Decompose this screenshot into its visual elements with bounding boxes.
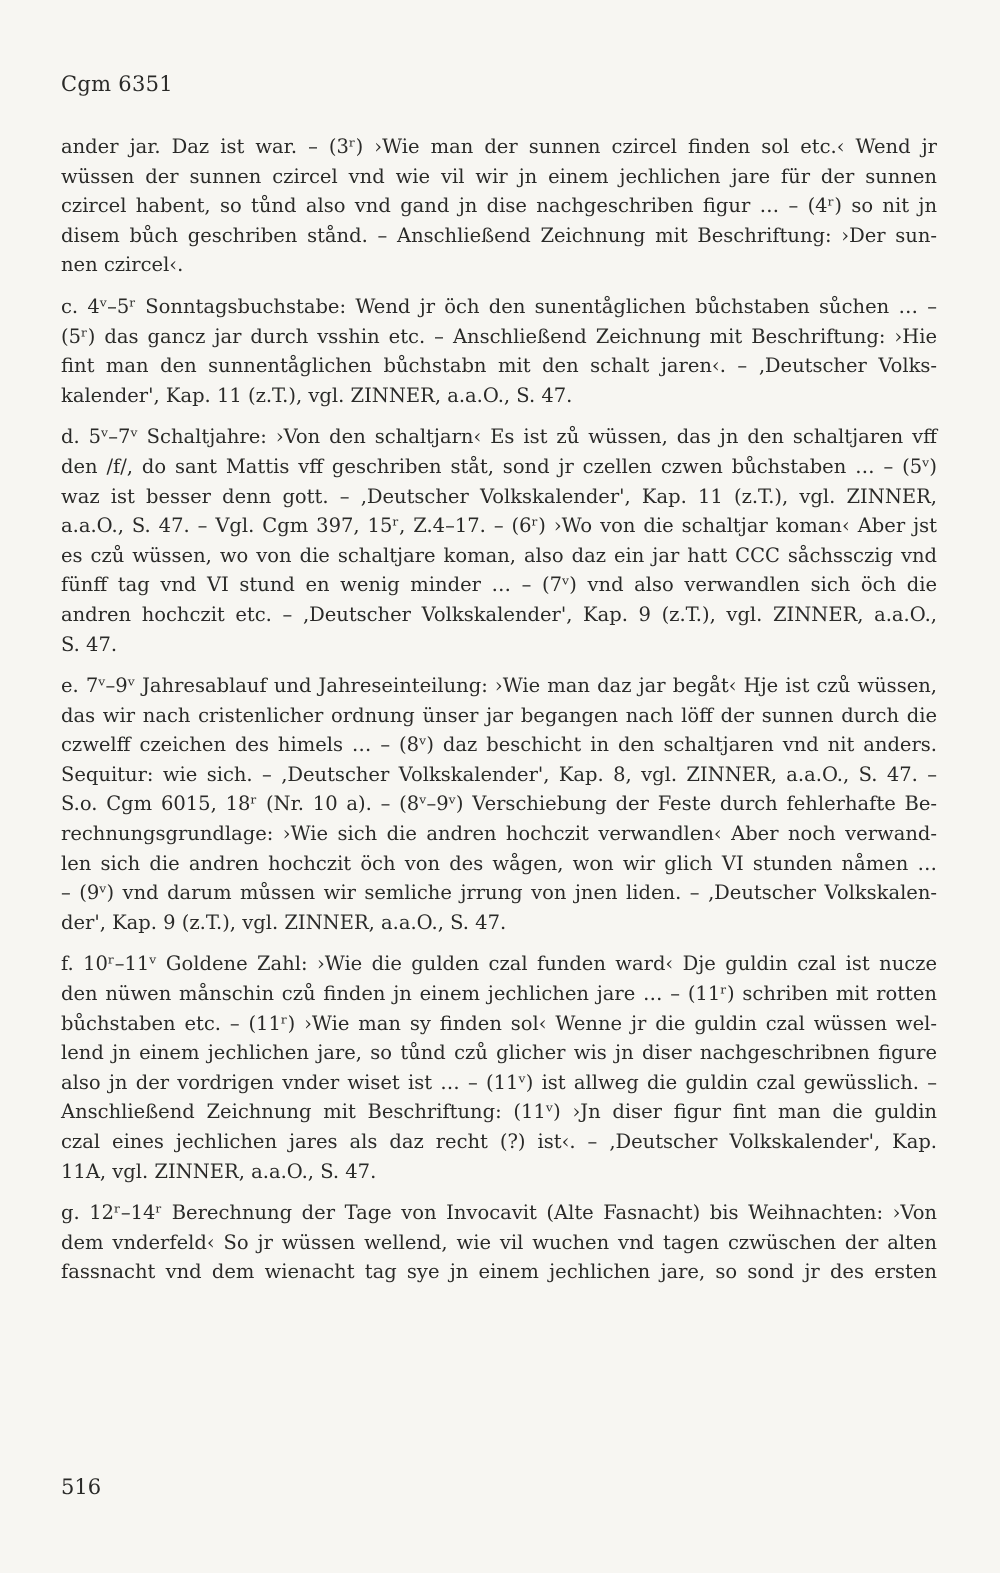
text-line: S. 47. — [61, 632, 118, 656]
text-line: wüssen der sunnen czircel vnd wie vil wir jn einem jechlichen jare für der sunnen — [61, 164, 937, 188]
text-line: len sich die andren hochczit öch von des wågen, won wir glich VI stunden nåmen … — [61, 851, 937, 875]
text-line: f. 10ʳ–11ᵛ Goldene Zahl: ›Wie die gulden czal funden ward‹ Dje guldin czal ist nucze — [61, 952, 937, 976]
text-line: (5ʳ) das gancz jar durch vsshin etc. – Anschließend Zeichnung mit Beschriftung: ›Hie — [61, 324, 937, 348]
text-line: das wir nach cristenlicher ordnung ünser jar begangen nach löff der sunnen durch die — [61, 703, 937, 727]
text-line: also jn der vordrigen vnder wiset ist … – (11ᵛ) ist allweg die guldin czal gewüsslich. – — [61, 1070, 937, 1094]
text-line: czal eines jechlichen jares als daz recht (?) ist‹. – ‚Deutscher Volkskalender', Kap. — [61, 1130, 937, 1153]
text-line: Anschließend Zeichnung mit Beschriftung: (11ᵛ) ›Jn diser figur fint man die guldin — [61, 1100, 937, 1124]
page-number: 516 — [61, 1475, 102, 1499]
text-line: Sequitur: wie sich. – ‚Deutscher Volkskalender', Kap. 8, vgl. ZINNER, a.a.O., S. 47. – — [61, 762, 937, 786]
text-line: d. 5ᵛ–7ᵛ Schaltjahre: ›Von den schaltjarn‹ Es ist zů wüssen, das jn den schaltjaren vff — [61, 425, 937, 449]
text-line: fassnacht vnd dem wienacht tag sye jn einem jechlichen jare, so sond jr des ersten — [61, 1260, 937, 1284]
entry-paragraph — [61, 1198, 937, 1287]
text-line: – (9ᵛ) vnd darum můssen wir semliche jrrung von jnen liden. – ‚Deutscher Volkskalen- — [61, 881, 937, 905]
entry-paragraph — [61, 422, 937, 659]
text-line: c. 4ᵛ–5ʳ Sonntagsbuchstabe: Wend jr öch den sunentåglichen bůchstaben sůchen … – — [61, 294, 937, 318]
text-line: g. 12ʳ–14ʳ Berechnung der Tage von Invocavit (Alte Fasnacht) bis Weihnachten: ›Von — [61, 1201, 937, 1225]
entry-paragraph — [61, 132, 937, 280]
running-head: Cgm 6351 — [61, 72, 173, 96]
text-line: den /f/, do sant Mattis vff geschriben ståt, sond jr czellen czwen bůchstaben … – (5ᵛ) — [61, 454, 937, 478]
text-line: lend jn einem jechlichen jare, so tůnd czů glicher wis jn diser nachgeschribnen figure — [61, 1041, 937, 1065]
text-line: fint man den sunnentåglichen bůchstabn mit den schalt jaren‹. – ‚Deutscher Volks- — [61, 354, 937, 378]
text-line: 11A, vgl. ZINNER, a.a.O., S. 47. — [61, 1159, 377, 1183]
text-line: ander jar. Daz ist war. – (3ʳ) ›Wie man der sunnen czircel finden sol etc.‹ Wend jr — [61, 135, 937, 158]
entry-paragraph — [61, 292, 937, 410]
text-line: kalender', Kap. 11 (z.T.), vgl. ZINNER, a.a.O., S. 47. — [61, 383, 573, 407]
text-line: bůchstaben etc. – (11ʳ) ›Wie man sy finden sol‹ Wenne jr die guldin czal wüssen wel- — [61, 1011, 937, 1035]
text-line: fünff tag vnd VI stund en wenig minder … – (7ᵛ) vnd also verwandlen sich öch die — [61, 573, 937, 597]
text-line: rechnungsgrundlage: ›Wie sich die andren hochczit verwandlen‹ Aber noch verwand- — [61, 822, 937, 846]
text-line: der', Kap. 9 (z.T.), vgl. ZINNER, a.a.O., S. 47. — [61, 910, 507, 934]
entry-paragraph — [61, 671, 937, 937]
text-line: dem vnderfeld‹ So jr wüssen wellend, wie vil wuchen vnd tagen czwüschen der alten — [61, 1230, 937, 1254]
text-line: disem bůch geschriben stånd. – Anschließend Zeichnung mit Beschriftung: ›Der sun- — [61, 223, 937, 247]
text-line: e. 7ᵛ–9ᵛ Jahresablauf und Jahreseinteilung: ›Wie man daz jar begåt‹ Hje ist czů wüssen, — [61, 674, 937, 698]
entry-paragraph — [61, 949, 937, 1186]
text-line: es czů wüssen, wo von die schaltjare koman, also daz ein jar hatt CCC såchssczig vnd — [61, 543, 937, 567]
text-line: den nüwen månschin czů finden jn einem jechlichen jare … – (11ʳ) schriben mit rotten — [61, 982, 937, 1006]
text-line: waz ist besser denn gott. – ‚Deutscher Volkskalender', Kap. 11 (z.T.), vgl. ZINNER, — [61, 484, 937, 508]
text-line: nen czircel‹. — [61, 253, 184, 277]
body-text — [61, 132, 937, 1299]
text-line: S.o. Cgm 6015, 18ʳ (Nr. 10 a). – (8ᵛ–9ᵛ) Verschiebung der Feste durch fehlerhafte Be- — [61, 792, 937, 816]
text-line: czircel habent, so tůnd also vnd gand jn dise nachgeschriben figur … – (4ʳ) so nit jn — [61, 194, 937, 218]
text-line: a.a.O., S. 47. – Vgl. Cgm 397, 15ʳ, Z.4–17. – (6ʳ) ›Wo von die schaltjar koman‹ Aber jst — [61, 514, 937, 538]
text-line: andren hochczit etc. – ‚Deutscher Volkskalender', Kap. 9 (z.T.), vgl. ZINNER, a.a.O., — [61, 602, 937, 626]
text-line: czwelff czeichen des himels … – (8ᵛ) daz beschicht in den schaltjaren vnd nit anders. — [61, 733, 937, 757]
